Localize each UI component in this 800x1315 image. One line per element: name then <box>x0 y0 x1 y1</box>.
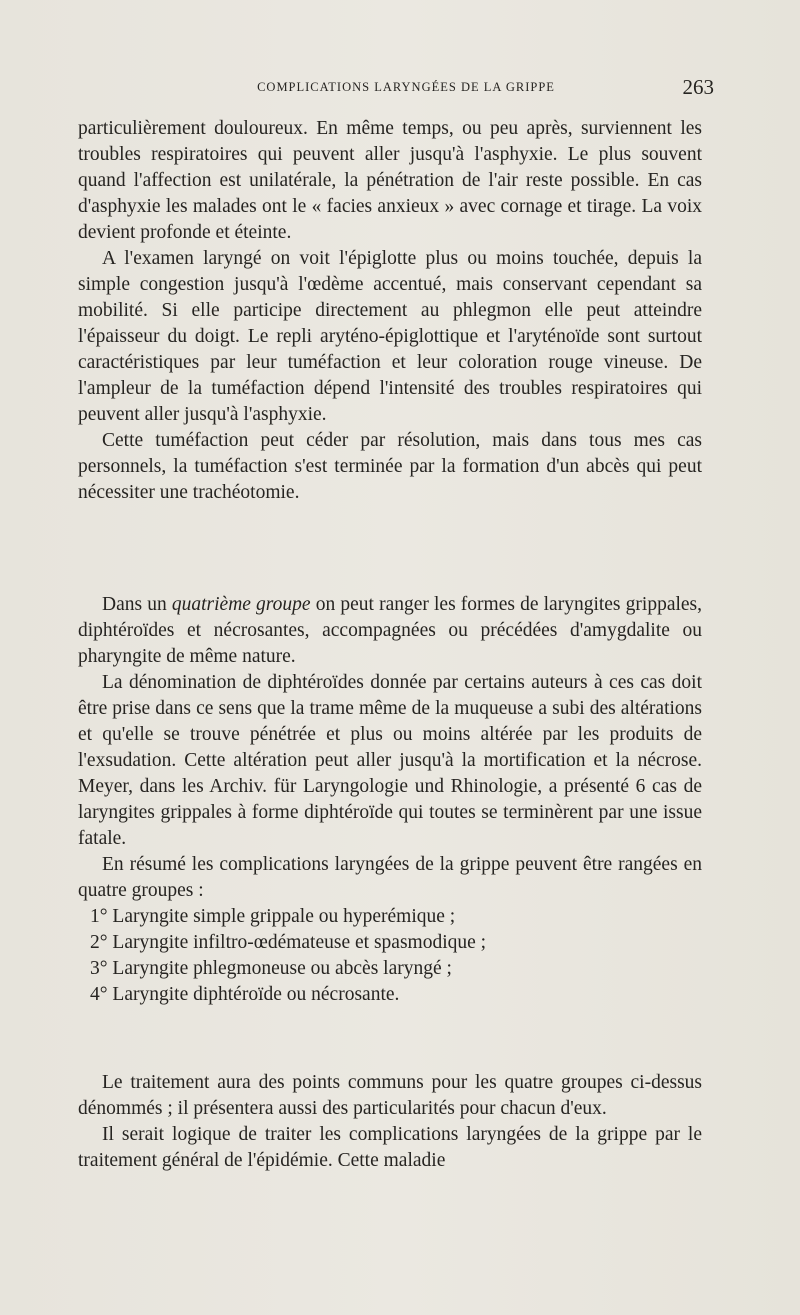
list-item: 1° Laryngite simple grippale ou hyperémique ; <box>90 906 456 927</box>
paragraph: A l'examen laryngé on voit l'épiglotte plus ou moins touchée, depuis la simple congestion jusqu'à l'œdème accentué, mais conservant cependant sa mobilité. Si elle participe directement au phlegmon elle peut atteindre l'épaisseur du doigt. Le repli aryténo-épiglottique et l'aryténoïde sont surtout caractéristiques par leur tuméfaction et leur coloration rouge vineuse. De l'ampleur de la tuméfaction dépend l'intensité des troubles respiratoires qui peuvent aller jusqu'à l'asphyxie. <box>78 248 702 425</box>
text-run: Dans un <box>102 594 172 615</box>
paragraph: Il serait logique de traiter les complications laryngées de la grippe par le traitement général de l'épidémie. Cette maladie <box>78 1124 702 1171</box>
list-item: 3° Laryngite phlegmoneuse ou abcès laryngé ; <box>90 958 452 979</box>
paragraph: Cette tuméfaction peut céder par résolution, mais dans tous mes cas personnels, la tuméfaction s'est terminée par la formation d'un abcès qui peut nécessiter une trachéotomie. <box>78 430 702 503</box>
text-run: on peut ranger les formes de laryngites grippales, diphtéroïdes et nécrosantes, accompagnées ou précédées d'amygdalite ou pharyngite de même nature. <box>78 594 703 667</box>
paragraph: La dénomination de diphtéroïdes donnée par certains auteurs à ces cas doit être prise dans ce sens que la trame même de la muqueuse a subi des altérations et qu'elle se trouve pénétrée et plus ou moins altérée par les produits de l'exsudation. Cette altération peut aller jusqu'à la mortification et la nécrose. Meyer, dans les Archiv. für Laryngologie und Rhinologie, a présenté 6 cas de laryngites grippales à forme diphtéroïde qui toutes se terminèrent par une issue fatale. <box>78 672 702 849</box>
page-number: 263 <box>682 75 714 99</box>
paragraph: particulièrement douloureux. En même temps, ou peu après, surviennent les troubles respiratoires qui peuvent aller jusqu'à l'asphyxie. Le plus souvent quand l'affection est unilatérale, la pénétration de l'air reste possible. En cas d'asphyxie les malades ont le « facies anxieux » avec cornage et tirage. La voix devient profonde et éteinte. <box>78 118 702 243</box>
list-item: 2° Laryngite infiltro-œdémateuse et spasmodique ; <box>90 932 487 953</box>
text-section-2 <box>78 592 702 1008</box>
text-section-3 <box>78 1070 702 1174</box>
running-head <box>78 76 714 102</box>
paragraph: En résumé les complications laryngées de la grippe peuvent être rangées en quatre groupes : <box>78 854 702 901</box>
italic-term: quatrième groupe <box>171 594 311 615</box>
list-item: 4° Laryngite diphtéroïde ou nécrosante. <box>90 984 400 1005</box>
text-section-1 <box>78 116 702 506</box>
paragraph: Le traitement aura des points communs pour les quatre groupes ci-dessus dénommés ; il présentera aussi des particularités pour chacun d'eux. <box>78 1072 702 1119</box>
paragraph <box>78 592 702 670</box>
running-title: COMPLICATIONS LARYNGÉES DE LA GRIPPE <box>257 80 555 94</box>
